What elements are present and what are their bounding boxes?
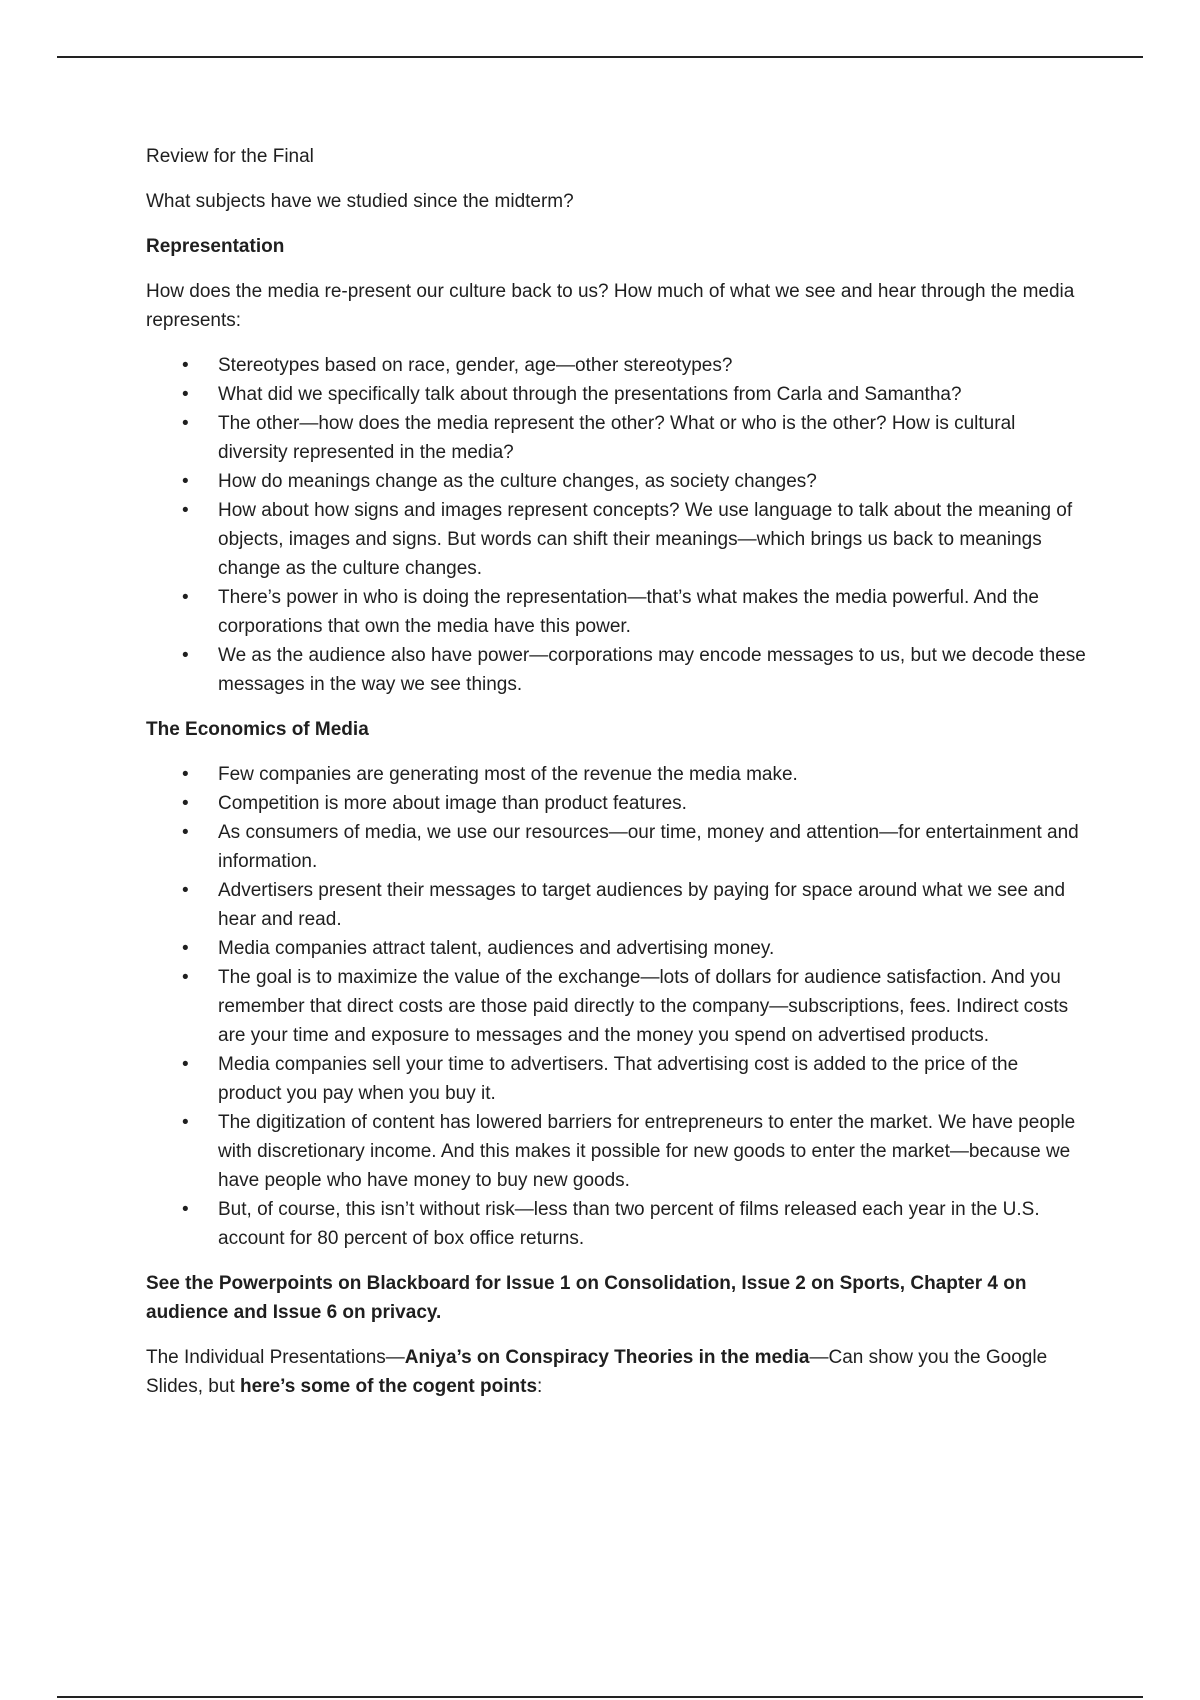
presentations-mid: —Can show you the Google Slides, but xyxy=(146,1347,1048,1397)
economics-heading: The Economics of Media xyxy=(146,719,369,740)
document-body xyxy=(146,142,1086,1417)
footer-rule xyxy=(57,1696,1143,1698)
list-item: • We as the audience also have power—corporations may encode messages to us, but we decode these messages in the way we see things. xyxy=(146,641,1086,699)
header-rule xyxy=(57,56,1143,58)
list-item: • The other—how does the media represent the other? What or who is the other? How is cultural diversity represented in the media? xyxy=(146,409,1086,467)
list-item: • Few companies are generating most of the revenue the media make. xyxy=(146,760,1086,789)
presentation-title: Aniya’s on Conspiracy Theories in the media xyxy=(404,1347,810,1368)
list-item: • What did we specifically talk about through the presentations from Carla and Samantha? xyxy=(146,380,1086,409)
representation-intro: How does the media re-present our culture back to us? How much of what we see and hear through the media represents: xyxy=(146,281,1075,331)
list-item: • How about how signs and images represent concepts? We use language to talk about the meaning of objects, images and signs. But words can shift their meanings—which brings us back to meanings change as the culture changes. xyxy=(146,496,1086,583)
list-item: • The goal is to maximize the value of the exchange—lots of dollars for audience satisfaction. And you remember that direct costs are those paid directly to the company—subscriptions, fees. Indirect costs are your time and exposure to messages and the money you spend on advertised products. xyxy=(146,963,1086,1050)
intro-question: What subjects have we studied since the midterm? xyxy=(146,191,574,212)
presentations-end: : xyxy=(537,1376,543,1397)
list-item: • But, of course, this isn’t without risk—less than two percent of films released each year in the U.S. account for 80 percent of box office returns. xyxy=(146,1195,1086,1253)
representation-list xyxy=(146,351,1086,699)
list-item: • Media companies attract talent, audiences and advertising money. xyxy=(146,934,1086,963)
list-item: • Advertisers present their messages to target audiences by paying for space around what we see and hear and read. xyxy=(146,876,1086,934)
list-item: • How do meanings change as the culture changes, as society changes? xyxy=(146,467,1086,496)
economics-list xyxy=(146,760,1086,1253)
list-item: • Media companies sell your time to advertisers. That advertising cost is added to the price of the product you pay when you buy it. xyxy=(146,1050,1086,1108)
list-item: • Stereotypes based on race, gender, age—other stereotypes? xyxy=(146,351,1086,380)
document-title: Review for the Final xyxy=(146,146,314,167)
presentations-paragraph xyxy=(146,1343,1086,1401)
cogent-points-label: here’s some of the cogent points xyxy=(240,1376,538,1397)
presentations-intro: The Individual Presentations— xyxy=(146,1347,405,1368)
list-item: • As consumers of media, we use our resources—our time, money and attention—for entertainment and information. xyxy=(146,818,1086,876)
list-item: • The digitization of content has lowered barriers for entrepreneurs to enter the market. We have people with discretionary income. And this makes it possible for new goods to enter the market—because we have people who have money to buy new goods. xyxy=(146,1108,1086,1195)
representation-heading: Representation xyxy=(146,236,285,257)
list-item: • There’s power in who is doing the representation—that’s what makes the media powerful. And the corporations that own the media have this power. xyxy=(146,583,1086,641)
list-item: • Competition is more about image than product features. xyxy=(146,789,1086,818)
powerpoints-note: See the Powerpoints on Blackboard for Issue 1 on Consolidation, Issue 2 on Sports, Chapter 4 on audience and Issue 6 on privacy. xyxy=(146,1273,1027,1323)
